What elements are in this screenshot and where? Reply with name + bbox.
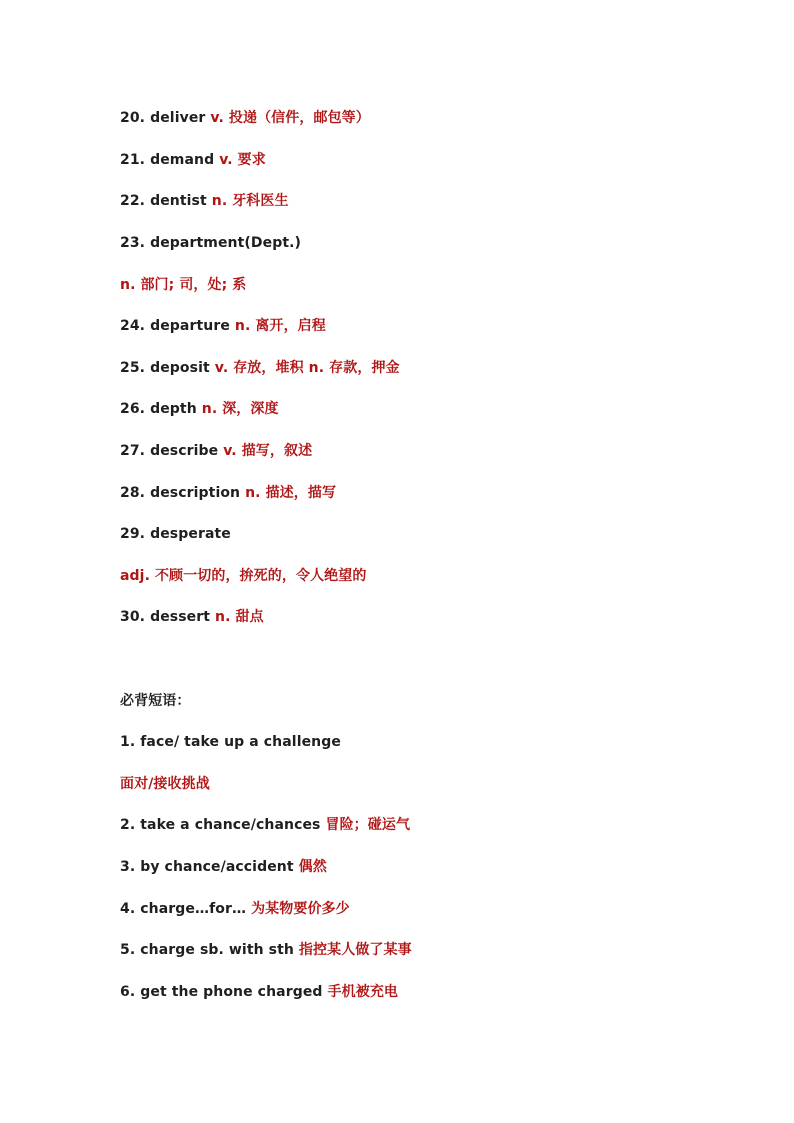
vocab-word: 28. description [120,485,246,501]
phrase-meaning: 冒险；碰运气 [325,817,411,833]
vocab-word: 20. deliver [120,110,211,126]
phrase-text: 2. take a chance/chances [120,817,326,833]
vocab-word: 23. department(Dept.) [120,235,302,251]
vocab-definition: n. 离开，启程 [234,318,326,334]
phrase-entry-take-a-chance [120,815,410,835]
phrase-meaning: 指控某人做了某事 [298,942,412,958]
phrase-text: 1. face/ take up a challenge [120,734,341,750]
vocab-entry-deliver [120,108,370,128]
vocab-entry-deposit [120,358,400,378]
phrase-text: 4. charge…for… [120,901,252,917]
vocab-entry-departure [120,316,326,336]
vocab-definition: n. 深，深度 [201,401,279,417]
phrase-text: 5. charge sb. with sth [120,942,299,958]
phrase-entry-challenge [120,732,341,752]
phrase-meaning: 为某物要价多少 [251,901,350,917]
vocab-word: 30. dessert [120,609,216,625]
vocab-word: 22. dentist [120,193,212,209]
vocab-definition: v. 投递（信件，邮包等） [210,110,370,126]
vocab-word: 27. describe [120,443,224,459]
vocab-entry-desperate [120,524,231,544]
vocab-word: 26. depth [120,401,202,417]
vocab-entry-describe [120,441,312,461]
vocab-entry-demand [120,150,266,170]
vocab-entry-dessert [120,607,264,627]
vocab-word: 25. deposit [120,360,215,376]
vocab-definition: v. 要求 [219,152,266,168]
phrase-meaning: 面对/接收挑战 [120,776,210,792]
vocab-word: 21. demand [120,152,220,168]
vocab-entry-department-definition [120,275,246,295]
phrase-meaning: 偶然 [298,859,327,875]
vocab-entry-description [120,483,336,503]
vocab-definition: n. 描述，描写 [245,485,337,501]
vocab-word: 24. departure [120,318,235,334]
phrase-text: 6. get the phone charged [120,984,328,1000]
vocab-definition: n. 甜点 [215,609,264,625]
phrase-entry-charge-with [120,940,412,960]
phrase-entry-by-chance [120,857,327,877]
phrase-entry-challenge-meaning [120,774,210,794]
vocab-entry-department [120,233,301,253]
phrase-meaning: 手机被充电 [327,984,399,1000]
vocab-word: 29. desperate [120,526,231,542]
vocab-entry-depth [120,399,279,419]
phrases-heading: 必背短语： [120,693,191,709]
vocab-entry-desperate-definition [120,566,366,586]
vocab-entry-dentist [120,191,289,211]
phrase-entry-phone-charged [120,982,398,1002]
vocab-definition: n. 牙科医生 [211,193,289,209]
vocab-definition: adj. 不顾一切的，拚死的，令人绝望的 [120,568,367,584]
phrase-entry-charge-for [120,899,350,919]
vocab-definition: v. 描写，叙述 [223,443,313,459]
vocab-definition: n. 部门; 司，处; 系 [120,277,247,293]
vocab-definition: v. 存放，堆积 n. 存款，押金 [214,360,400,376]
phrase-text: 3. by chance/accident [120,859,299,875]
